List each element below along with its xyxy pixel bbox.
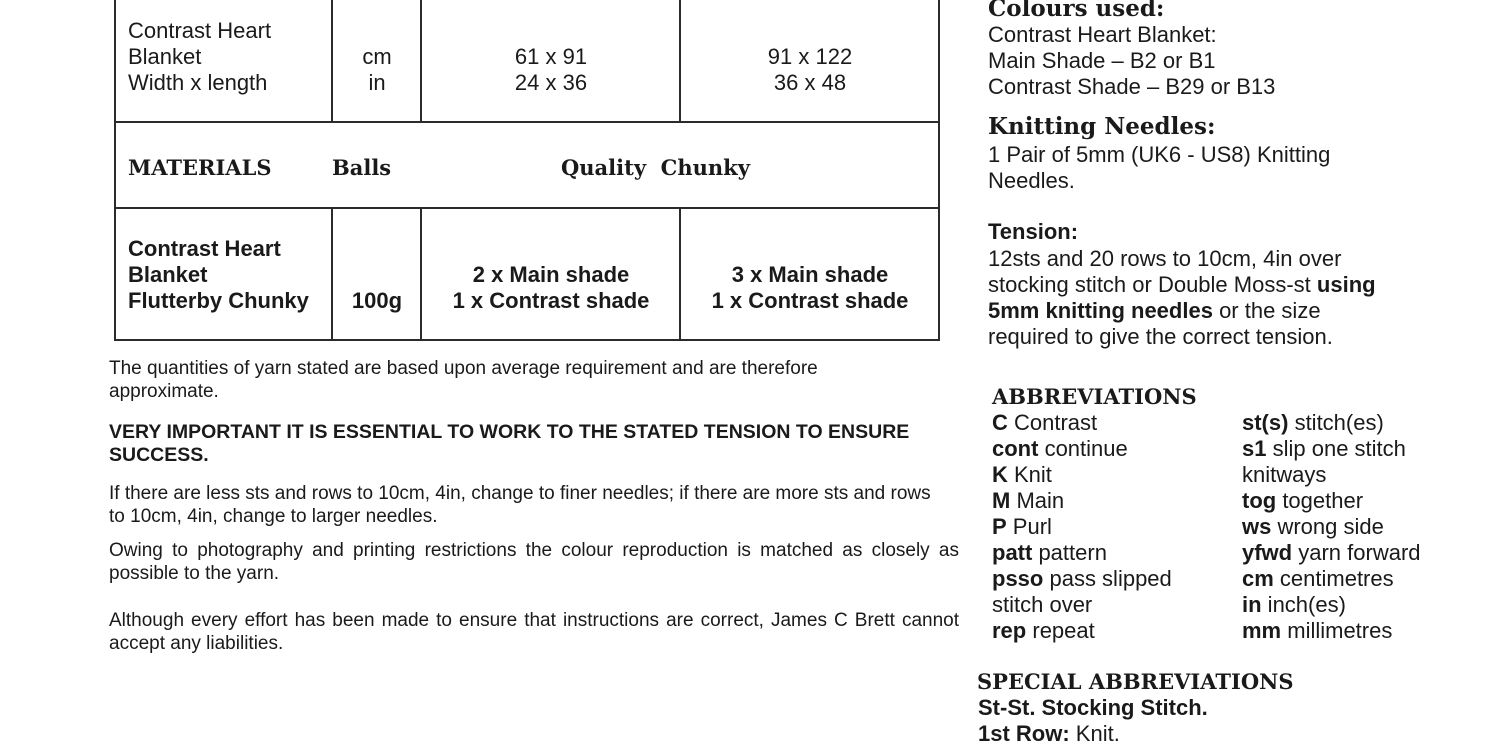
- abbr-meaning: Purl: [1006, 514, 1052, 539]
- abbr-term: rep: [992, 618, 1027, 643]
- needles-heading: Knitting Needles:: [988, 113, 1216, 140]
- abbr-meaning: pass slipped: [1043, 566, 1172, 591]
- abbr-item: [1242, 462, 1421, 488]
- abbr-item: [992, 514, 1172, 540]
- abbr-term: yfwd: [1242, 540, 1293, 565]
- size-row-size2: [681, 44, 939, 96]
- tension-line: required to give the correct tension.: [988, 324, 1333, 349]
- abbr-item: [992, 618, 1172, 644]
- abbr-meaning: continue: [1038, 436, 1128, 461]
- abbr-meaning: stitch over: [992, 592, 1093, 617]
- abbr-meaning: together: [1276, 488, 1364, 513]
- abbr-item: [992, 462, 1172, 488]
- abbr-item: [992, 592, 1172, 618]
- size-label-line: Contrast Heart: [128, 18, 272, 43]
- abbr-meaning: Main: [1010, 488, 1065, 513]
- special-term: 1st Row:: [978, 721, 1070, 746]
- needles-line: 1 Pair of 5mm (UK6 - US8) Knitting: [988, 142, 1331, 167]
- abbr-term: ws: [1242, 514, 1272, 539]
- abbr-meaning: Contrast: [1007, 410, 1098, 435]
- abbr-item: [1242, 436, 1421, 462]
- abbr-term: st(s): [1242, 410, 1289, 435]
- tension-line-bold: using: [1316, 272, 1376, 297]
- size-label-line: Width x length: [128, 70, 268, 95]
- abbr-meaning: slip one stitch: [1266, 436, 1406, 461]
- tension-line: [988, 298, 1376, 324]
- abbr-item: [992, 436, 1172, 462]
- colours-list: [988, 22, 1275, 100]
- abbr-item: [1242, 566, 1421, 592]
- size-row-size1: [422, 44, 680, 96]
- unit-line: in: [368, 70, 386, 95]
- abbreviations-right: [1242, 410, 1421, 644]
- size1-line: 61 x 91: [514, 44, 588, 69]
- tension-text: [988, 246, 1376, 350]
- needles-advice-note: If there are less sts and rows to 10cm, 4in, change to finer needles; if there are more sts and rows to 10cm, 4in, change to larger needles.: [109, 483, 931, 527]
- important-note: VERY IMPORTANT IT IS ESSENTIAL TO WORK TO THE STATED TENSION TO ENSURE SUCCESS.: [109, 421, 910, 466]
- size1-line: 24 x 36: [514, 70, 588, 95]
- abbr-term: cont: [992, 436, 1039, 461]
- yarn-size1-line: 1 x Contrast shade: [452, 288, 650, 313]
- yarn-label-line: Blanket: [128, 262, 208, 287]
- abbr-meaning: millimetres: [1281, 618, 1393, 643]
- abbr-item: [992, 488, 1172, 514]
- yarn-row-label: [128, 236, 333, 314]
- photography-note: Owing to photography and printing restrictions the colour reproduction is matched as closely as possible to the yarn.: [109, 540, 959, 584]
- abbr-term: in: [1242, 592, 1262, 617]
- abbr-meaning: wrong side: [1271, 514, 1384, 539]
- special-line: [978, 721, 1208, 747]
- tension-heading: Tension:: [988, 219, 1079, 244]
- abbr-term: cm: [1242, 566, 1274, 591]
- abbr-item: [1242, 488, 1421, 514]
- abbr-term: K: [992, 462, 1008, 487]
- size2-line: 36 x 48: [773, 70, 847, 95]
- abbr-item: [1242, 514, 1421, 540]
- abbr-meaning: Knit: [1007, 462, 1052, 487]
- special-line: St-St. Stocking Stitch.: [978, 695, 1208, 720]
- abbr-term: tog: [1242, 488, 1277, 513]
- size-row-unit: [333, 44, 421, 96]
- colours-line: Main Shade – B2 or B1: [988, 48, 1216, 73]
- needles-text: [988, 142, 1330, 194]
- abbr-term: P: [992, 514, 1007, 539]
- yarn-label-line: Flutterby Chunky: [128, 288, 309, 313]
- abbr-term: patt: [992, 540, 1033, 565]
- abbr-item: [1242, 540, 1421, 566]
- colours-line: Contrast Shade – B29 or B13: [988, 74, 1276, 99]
- abbr-term: psso: [992, 566, 1044, 591]
- abbr-item: [992, 566, 1172, 592]
- abbr-item: [1242, 410, 1421, 436]
- quantities-note: The quantities of yarn stated are based upon average requirement and are therefore approximate.: [109, 358, 818, 402]
- liability-note: Although every effort has been made to ensure that instructions are correct, James C Brett cannot accept any liabilities.: [109, 610, 959, 654]
- unit-line: cm: [362, 44, 392, 69]
- abbr-item: [992, 540, 1172, 566]
- quality-heading: Quality Chunky: [561, 155, 750, 180]
- yarn-size1: [422, 262, 680, 314]
- tension-line: [988, 272, 1376, 298]
- abbr-meaning: knitways: [1242, 462, 1327, 487]
- balls-heading: Balls: [332, 155, 392, 180]
- size-label-line: Blanket: [128, 44, 202, 69]
- abbr-item: [1242, 592, 1421, 618]
- tension-line: 12sts and 20 rows to 10cm, 4in over: [988, 246, 1342, 271]
- tension-line-bold: 5mm knitting needles: [988, 298, 1213, 323]
- abbr-meaning: inch(es): [1261, 592, 1346, 617]
- yarn-size2-line: 1 x Contrast shade: [711, 288, 909, 313]
- colours-line: Contrast Heart Blanket:: [988, 22, 1217, 47]
- special-abbreviations: [978, 695, 1208, 747]
- materials-heading: MATERIALS: [128, 155, 272, 180]
- yarn-label-line: Contrast Heart: [128, 236, 281, 261]
- abbr-item: [1242, 618, 1421, 644]
- special-abbreviations-heading: SPECIAL ABBREVIATIONS: [977, 669, 1294, 694]
- colours-heading: Colours used:: [988, 0, 1165, 22]
- abbr-term: mm: [1242, 618, 1282, 643]
- abbr-meaning: repeat: [1026, 618, 1095, 643]
- abbr-term: s1: [1242, 436, 1267, 461]
- abbreviations-heading: ABBREVIATIONS: [992, 384, 1197, 409]
- abbr-meaning: centimetres: [1273, 566, 1394, 591]
- abbr-term: C: [992, 410, 1008, 435]
- abbr-term: M: [992, 488, 1011, 513]
- yarn-size2: [681, 262, 939, 314]
- abbr-meaning: pattern: [1032, 540, 1107, 565]
- special-meaning: Knit.: [1069, 721, 1120, 746]
- needles-line: Needles.: [988, 168, 1075, 193]
- abbr-item: [992, 410, 1172, 436]
- tension-line-text: or the size: [1212, 298, 1321, 323]
- size-row-label: [128, 18, 328, 96]
- materials-table: [114, 0, 940, 341]
- yarn-size2-line: 3 x Main shade: [731, 262, 889, 287]
- tension-line-text: stocking stitch or Double Moss-st: [988, 272, 1317, 297]
- yarn-size1-line: 2 x Main shade: [472, 262, 630, 287]
- yarn-weight: 100g: [351, 288, 403, 313]
- abbr-meaning: stitch(es): [1288, 410, 1384, 435]
- size2-line: 91 x 122: [767, 44, 853, 69]
- abbr-meaning: yarn forward: [1292, 540, 1421, 565]
- abbreviations-left: [992, 410, 1172, 644]
